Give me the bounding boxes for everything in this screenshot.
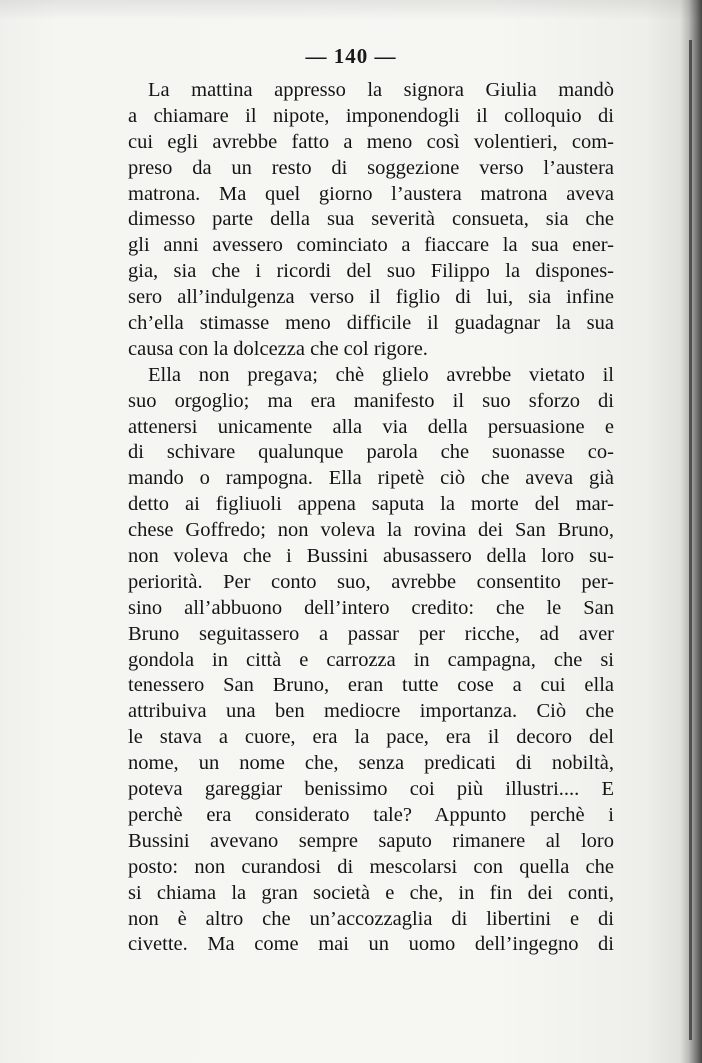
text-line: gli anni avessero cominciato a fiaccare la sua ener- <box>128 234 614 257</box>
text-line: si chiama la gran società e che, in fin dei conti, <box>128 881 614 904</box>
text-line: a chiamare il nipote, imponendogli il colloquio di <box>128 104 614 127</box>
text-line: sino all’abbuono dell’intero credito: che le San <box>128 596 614 619</box>
text-line: mando o rampogna. Ella ripetè ciò che aveva già <box>128 467 614 490</box>
text-line: di schivare qualunque parola che suonasse co- <box>128 441 614 464</box>
text-line: matrona. Ma quel giorno l’austera matrona aveva <box>128 182 614 205</box>
text-line: Ella non pregava; chè glielo avrebbe vietato il <box>148 363 614 386</box>
text-line: La mattina appresso la signora Giulia mandò <box>148 79 614 101</box>
text-line: attribuiva una ben mediocre importanza. Ciò che <box>128 700 614 723</box>
text-line: detto ai figliuoli appena saputa la morte del mar- <box>128 493 614 516</box>
text-line: gondola in città e carrozza in campagna, che si <box>128 648 614 671</box>
text-line: preso da un resto di soggezione verso l’austera <box>128 156 614 179</box>
text-line: chese Goffredo; non voleva la rovina dei San Bruno, <box>128 519 614 542</box>
body-text <box>128 78 614 958</box>
text-line: cui egli avrebbe fatto a meno così volentieri, com- <box>128 130 614 153</box>
spine-edge <box>689 40 692 1040</box>
text-line: le stava a cuore, era la pace, era il decoro del <box>128 726 614 749</box>
text-line: poteva gareggiar benissimo coi più illustri.... E <box>128 778 614 801</box>
text-line: non è altro che un’accozzaglia di libertini e di <box>128 907 614 930</box>
page-top-edge <box>0 0 702 20</box>
text-line: sero all’indulgenza verso il figlio di lui, sia infine <box>128 286 614 309</box>
text-line: attenersi unicamente alla via della persuasione e <box>128 415 614 438</box>
text-line: tenessero San Bruno, eran tutte cose a cui ella <box>128 674 614 697</box>
text-line: nome, un nome che, senza predicati di nobiltà, <box>128 752 614 775</box>
text-line: perchè era considerato tale? Appunto perchè i <box>128 803 614 826</box>
text-line: non voleva che i Bussini abusassero della loro su- <box>128 545 614 568</box>
text-line: gia, sia che i ricordi del suo Filippo la dispones- <box>128 260 614 283</box>
text-line: ch’ella stimasse meno difficile il guadagnar la sua <box>128 312 614 335</box>
text-line: suo orgoglio; ma era manifesto il suo sforzo di <box>128 389 614 412</box>
text-line: posto: non curandosi di mescolarsi con quella che <box>128 855 614 878</box>
text-line: Bruno seguitassero a passar per ricche, ad aver <box>128 622 614 645</box>
page-number: — 140 — <box>305 44 397 68</box>
text-line: causa con la dolcezza che col rigore. <box>128 337 428 360</box>
text-line: Bussini avevano sempre saputo rimanere al loro <box>128 829 614 852</box>
text-line: dimesso parte della sua severità consueta, sia che <box>128 208 614 231</box>
text-line: periorità. Per conto suo, avrebbe consentito per- <box>128 570 614 593</box>
text-line: civette. Ma come mai un uomo dell’ingegno di <box>128 933 614 956</box>
